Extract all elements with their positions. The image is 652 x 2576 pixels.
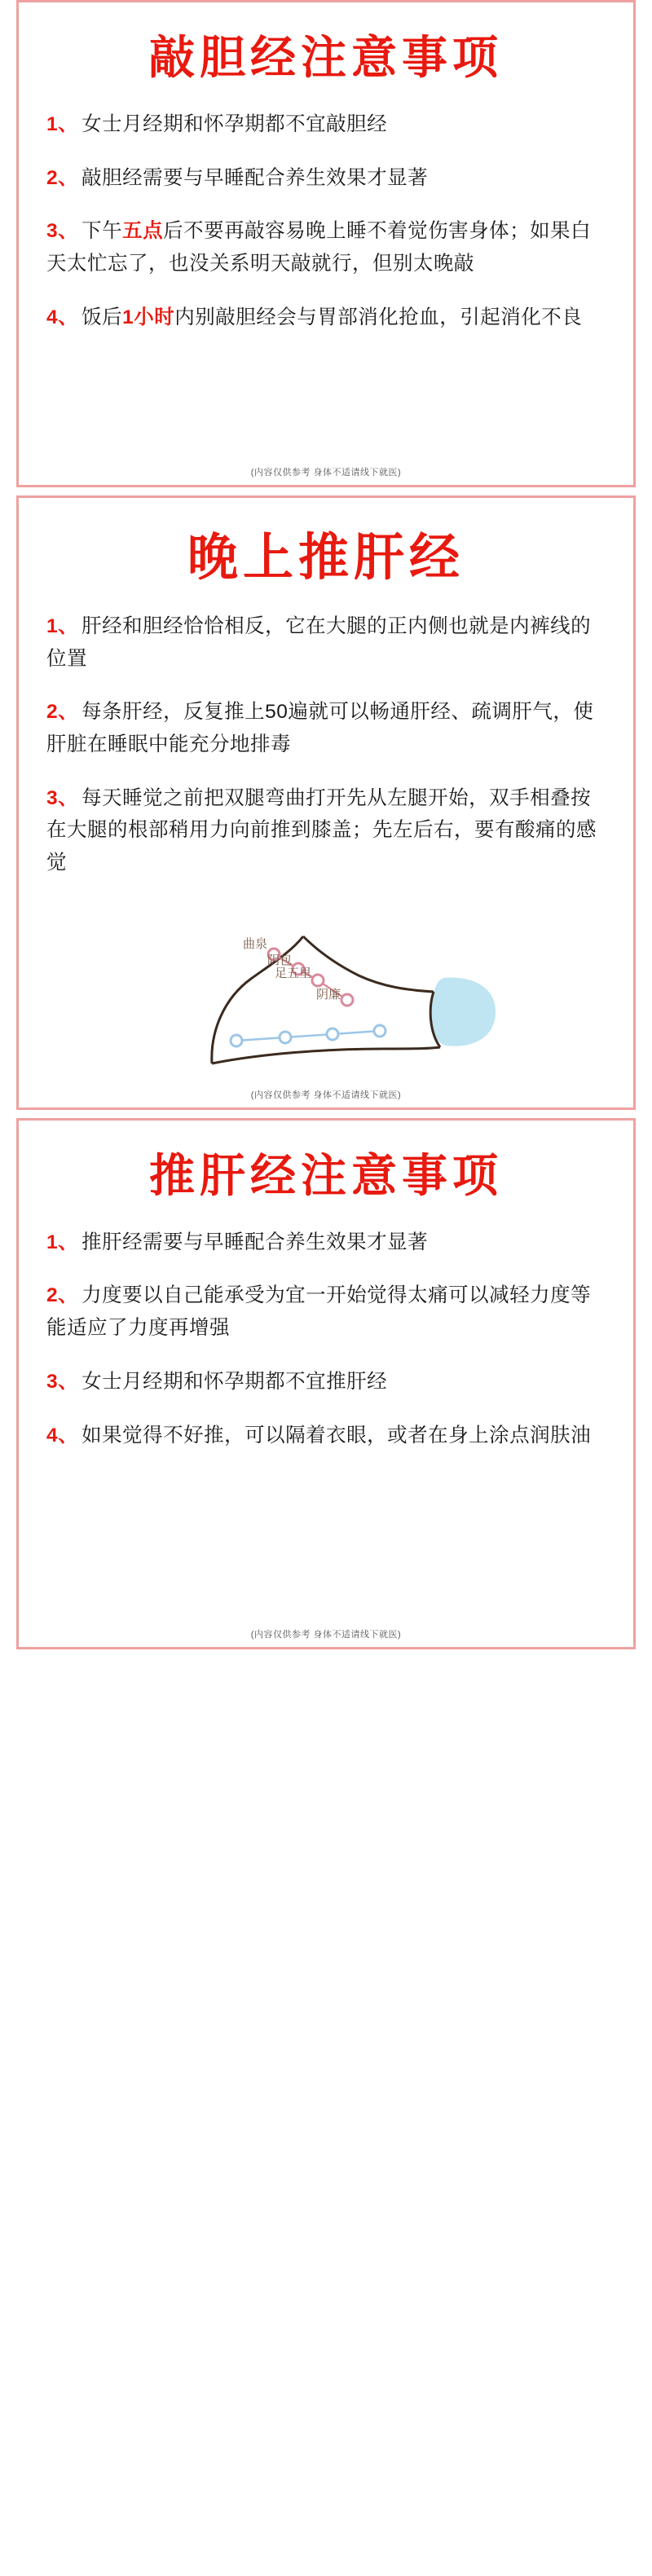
- list-item-text: 后不要再敲容易晚上睡不着觉伤害身体；如果白天太忙忘了，也没关系明天敲就行，但别太晚敲: [46, 220, 592, 275]
- meridian-line-lower: [236, 1031, 380, 1041]
- acupoint-marker: [327, 1028, 338, 1040]
- list-item-number: 4、: [46, 1424, 79, 1447]
- acupoint-label-zuwuli: 足五里: [274, 965, 311, 980]
- list-item: [46, 782, 606, 879]
- acupoint-marker: [312, 975, 324, 986]
- acupoint-marker: [280, 1032, 291, 1043]
- disclaimer-footnote: (内容仅供参考 身体不适请线下就医): [250, 1630, 402, 1640]
- acupoint-label-ququan: 曲泉: [242, 936, 267, 951]
- acupoint-marker: [231, 1035, 242, 1046]
- spacer: [46, 1570, 606, 1619]
- disclaimer-footnote: (内容仅供参考 身体不适请线下就医): [250, 468, 402, 478]
- list-item-number: 1、: [46, 1231, 79, 1253]
- liver-meridian-illustration: [46, 900, 606, 1072]
- list-item-text: 力度要以自己能承受为宜一开始觉得太痛可以减轻力度等能适应了力度再增强: [46, 1284, 592, 1340]
- list-item: [46, 1366, 606, 1398]
- list-item-text: 内别敲胆经会与胃部消化抢血，引起消化不良: [174, 306, 583, 328]
- highlight-text: 五点: [122, 220, 164, 243]
- leg-meridian-diagram: [114, 900, 538, 1072]
- list-item: [46, 1279, 606, 1344]
- list-item-text: 肝经和胆经恰恰相反，它在大腿的正内侧也就是内裤线的位置: [46, 614, 592, 670]
- page-title: 推肝经注意事项: [149, 1149, 503, 1203]
- spacer: [46, 354, 606, 452]
- acupoint-label-yinlian: 阴廉: [315, 986, 341, 1002]
- list-item-text: 推肝经需要与早睡配合养生效果才显著: [82, 1231, 429, 1253]
- acupoint-marker: [374, 1025, 385, 1037]
- list-item-text: 每条肝经，反复推上50遍就可以畅通肝经、疏调肝气，使肝脏在睡眠中能充分地排毒: [46, 701, 594, 755]
- list-item-text: 女士月经期和怀孕期都不宜敲胆经: [82, 113, 388, 135]
- water-shape: [431, 977, 496, 1046]
- list-item-text: 下午: [82, 220, 123, 243]
- list-item-number: 1、: [46, 614, 79, 637]
- section-card-evening-tui-ganjing: [16, 495, 636, 1109]
- acupoint-label-yinbao: 阴包: [267, 952, 292, 967]
- list-item: [46, 1420, 606, 1452]
- list-item-text: 女士月经期和怀孕期都不宜推肝经: [82, 1370, 388, 1393]
- list-item: [46, 696, 606, 760]
- list-item-number: 3、: [46, 220, 79, 243]
- section-card-tui-ganjing-notes: [16, 1118, 636, 1649]
- list-item: [46, 1226, 606, 1259]
- highlight-text: 1小时: [122, 306, 175, 328]
- list-item-text: 饭后: [82, 306, 123, 328]
- page-title: 晚上推肝经: [187, 527, 465, 588]
- acupoint-marker: [341, 994, 353, 1006]
- disclaimer-footnote: (内容仅供参考 身体不适请线下就医): [250, 1090, 402, 1100]
- list-item-number: 4、: [46, 306, 79, 328]
- list-item: [46, 610, 606, 675]
- list-item-text: 如果觉得不好推，可以隔着衣眼，或者在身上涂点润肤油: [82, 1424, 592, 1447]
- section-card-qiao-danjing-notes: [16, 0, 636, 487]
- page-title: 敲胆经注意事项: [149, 32, 503, 85]
- list-item-text: 敲胆经需要与早睡配合养生效果才显著: [82, 166, 429, 189]
- spacer: [46, 1473, 606, 1570]
- list-item: [46, 108, 606, 141]
- list-item-number: 3、: [46, 786, 79, 809]
- leg-outline-bottom: [212, 1047, 440, 1063]
- list-item: [46, 302, 606, 334]
- list-item-number: 2、: [46, 1284, 79, 1307]
- list-item-text: 每天睡觉之前把双腿弯曲打开先从左腿开始，双手相叠按在大腿的根部稍用力向前推到膝盖；先左后右，要有酸痛的感觉: [46, 786, 597, 874]
- list-item-number: 2、: [46, 701, 79, 724]
- list-item: [46, 162, 606, 195]
- list-item: [46, 215, 606, 280]
- list-item-number: 2、: [46, 166, 79, 189]
- list-item-number: 3、: [46, 1370, 79, 1393]
- list-item-number: 1、: [46, 113, 79, 135]
